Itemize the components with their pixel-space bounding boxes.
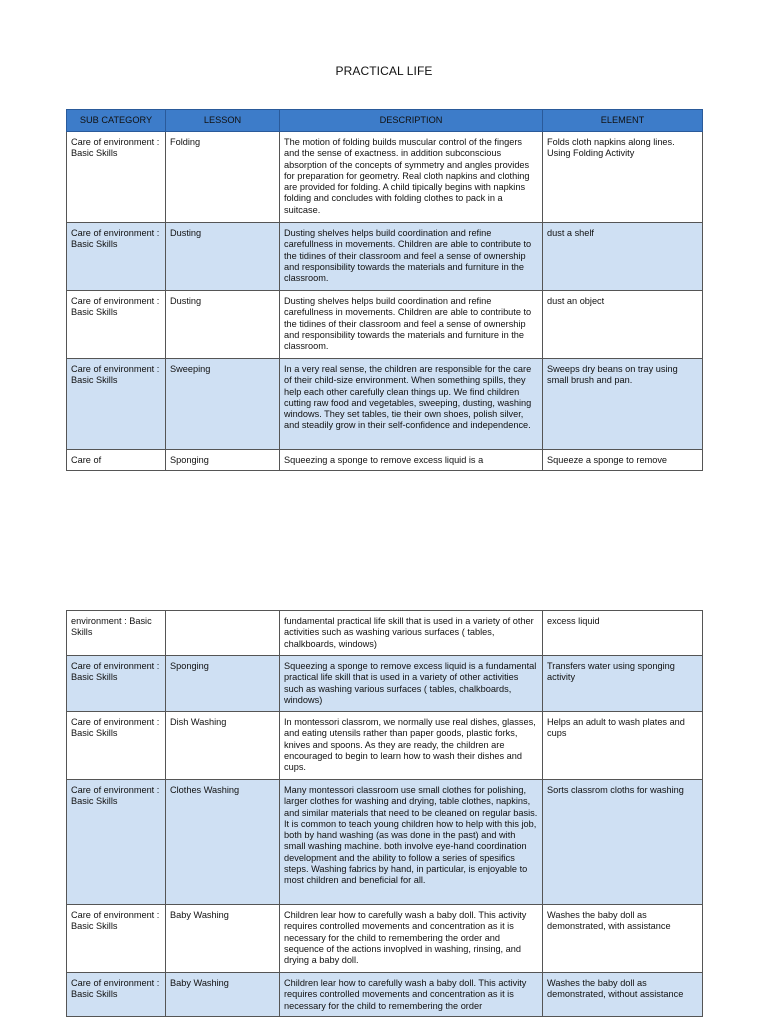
table-row [67, 973, 703, 1017]
cell-sub-category: Care of environment : Basic Skills [67, 905, 166, 973]
table-row [67, 450, 703, 471]
table-row [67, 223, 703, 291]
table-header-row [67, 110, 703, 132]
cell-element: Washes the baby doll as demonstrated, with assistance [543, 905, 703, 973]
table-row [67, 359, 703, 450]
cell-lesson: Sponging [166, 656, 280, 712]
cell-description: Dusting shelves helps build coordination and refine carefullness in movements. Children are able to contribute to the tidines of their classroom and feel a sense of ownership and responsibility towards the materials and furniture in the classroom. [280, 291, 543, 359]
cell-sub-category: Care of environment : Basic Skills [67, 291, 166, 359]
cell-lesson [166, 611, 280, 656]
cell-element: Squeeze a sponge to remove [543, 450, 703, 471]
cell-element: Helps an adult to wash plates and cups [543, 712, 703, 780]
cell-sub-category: Care of environment : Basic Skills [67, 132, 166, 223]
cell-sub-category: Care of environment : Basic Skills [67, 780, 166, 905]
cell-lesson: Folding [166, 132, 280, 223]
cell-lesson: Dusting [166, 291, 280, 359]
table-row [67, 780, 703, 905]
lessons-table-part-2 [66, 610, 703, 1017]
cell-description: In montessori classrom, we normally use real dishes, glasses, and eating utensils rather than paper goods, plastic forks, knives and spoons. As they are ready, the children are encouraged to begin to learn how to wash their dishes and cups. [280, 712, 543, 780]
cell-description: Many montessori classroom use small clothes for polishing, larger clothes for washing and drying, table clothes, napkins, and similar materials that need to be cleaned on regular basis. It is common to teach young children how to help with this job, both by hand washing (as was done in the past) and with small washing machine. both involve eye-hand coordination development and the ability to follow a series of spesifics steps. Washing fabrics by hand, in particular, is enjoyable to most children and beneficial for all. [280, 780, 543, 905]
cell-sub-category: Care of environment : Basic Skills [67, 656, 166, 712]
cell-sub-category: Care of [67, 450, 166, 471]
cell-description: Children lear how to carefully wash a baby doll. This activity requires controlled movements and concentration as it is necessary for the child to remembering the order and sequence of the actions invoplved in washing, rinsing, and drying a baby doll. [280, 905, 543, 973]
cell-lesson: Baby Washing [166, 973, 280, 1017]
cell-lesson: Baby Washing [166, 905, 280, 973]
page-title: PRACTICAL LIFE [335, 64, 433, 78]
cell-element: excess liquid [543, 611, 703, 656]
cell-description: Dusting shelves helps build coordination and refine carefullness in movements. Children are able to contribute to the tidines of their classroom and feel a sense of ownership and responsibility towards the materials and furniture in the classroom. [280, 223, 543, 291]
cell-element: Washes the baby doll as demonstrated, without assistance [543, 973, 703, 1017]
cell-description: Squeezing a sponge to remove excess liquid is a [280, 450, 543, 471]
table-row [67, 611, 703, 656]
lessons-table-part-1 [66, 109, 703, 471]
header-sub-category: SUB CATEGORY [67, 110, 166, 132]
cell-element: dust a shelf [543, 223, 703, 291]
table-row [67, 132, 703, 223]
cell-element: Sorts classrom cloths for washing [543, 780, 703, 905]
table-row [67, 291, 703, 359]
cell-description: In a very real sense, the children are responsible for the care of their child-size environment. When something spills, they help each other carefully clean things up. We find children cutting raw food and vegetables, sweeping, dusting, washing windows. They set tables, tie their own shoes, polish silver, and steadily grow in their self-confidence and independence. [280, 359, 543, 450]
cell-sub-category: Care of environment : Basic Skills [67, 359, 166, 450]
table-row [67, 905, 703, 973]
cell-element: dust an object [543, 291, 703, 359]
header-lesson: LESSON [166, 110, 280, 132]
cell-description: fundamental practical life skill that is used in a variety of other activities such as washing various surfaces ( tables, chalkboards, windows) [280, 611, 543, 656]
table-row [67, 656, 703, 712]
cell-sub-category: environment : Basic Skills [67, 611, 166, 656]
cell-element: Folds cloth napkins along lines. Using Folding Activity [543, 132, 703, 223]
cell-element: Transfers water using sponging activity [543, 656, 703, 712]
cell-lesson: Sweeping [166, 359, 280, 450]
cell-sub-category: Care of environment : Basic Skills [67, 223, 166, 291]
header-element: ELEMENT [543, 110, 703, 132]
cell-element: Sweeps dry beans on tray using small brush and pan. [543, 359, 703, 450]
cell-description: The motion of folding builds muscular control of the fingers and the sense of exactness. in addition subconscious absorption of the concepts of symmetry and angles provides for preparation for geometry. Real cloth napkins and clothing are provided for folding. A child tipically begins with napkins folding and concludes with folding clothes to pack in a suitcase. [280, 132, 543, 223]
cell-description: Children lear how to carefully wash a baby doll. This activity requires controlled movements and concentration as it is necessary for the child to remembering the order [280, 973, 543, 1017]
cell-sub-category: Care of environment : Basic Skills [67, 712, 166, 780]
cell-lesson: Clothes Washing [166, 780, 280, 905]
cell-lesson: Dusting [166, 223, 280, 291]
cell-lesson: Sponging [166, 450, 280, 471]
cell-description: Squeezing a sponge to remove excess liquid is a fundamental practical life skill that is used in a variety of other activities such as washing various surfaces ( tables, chalkboards, windows) [280, 656, 543, 712]
cell-sub-category: Care of environment : Basic Skills [67, 973, 166, 1017]
cell-lesson: Dish Washing [166, 712, 280, 780]
table-row [67, 712, 703, 780]
header-description: DESCRIPTION [280, 110, 543, 132]
